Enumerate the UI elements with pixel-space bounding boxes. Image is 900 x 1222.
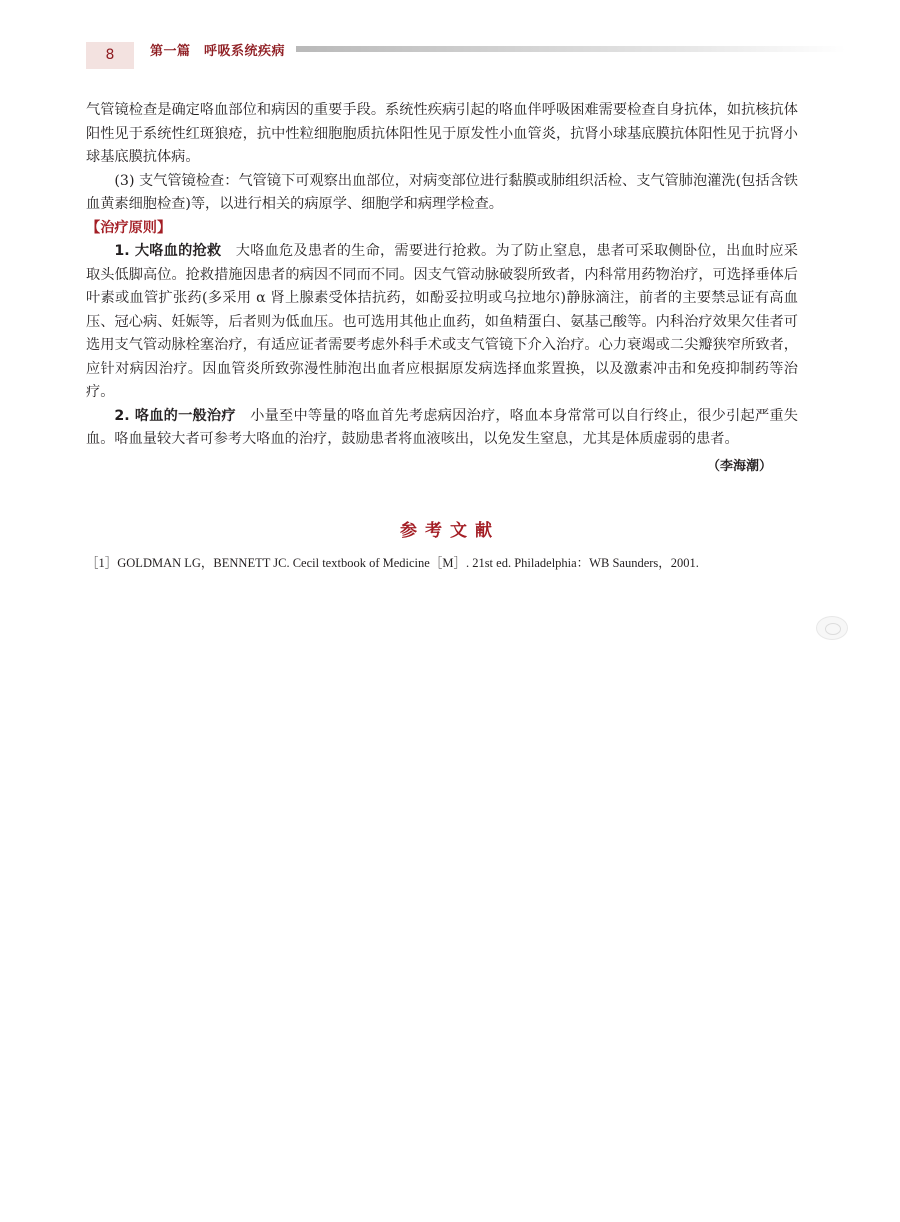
run-in-title-massive-hemoptysis: 1. 大咯血的抢救	[114, 243, 222, 259]
header-rule	[296, 46, 846, 52]
seal-mark-icon	[816, 616, 848, 640]
reference-item: ［1］GOLDMAN LG，BENNETT JC. Cecil textbook of Medicine［M］. 21st ed. Philadelphia：WB Saunders，2001.	[86, 556, 699, 570]
page-header	[86, 40, 846, 70]
paragraph-massive-hemoptysis	[86, 240, 798, 405]
paragraph-continued: 气管镜检查是确定咯血部位和病因的重要手段。系统性疾病引起的咯血伴呼吸困难需要检查自身抗体，如抗核抗体阳性见于系统性红斑狼疮，抗中性粒细胞胞质抗体阳性见于原发性小血管炎，抗肾小球基底膜抗体阳性见于抗肾小球基底膜抗体病。	[86, 102, 798, 165]
running-title: 第一篇 呼吸系统疾病	[150, 44, 286, 59]
text-general-treatment: 小量至中等量的咯血首先考虑病因治疗，咯血本身常常可以自行终止，很少引起严重失血。咯血量较大者可参考大咯血的治疗，鼓励患者将血液咳出，以免发生窒息，尤其是体质虚弱的患者。	[86, 407, 798, 447]
text-massive-hemoptysis: 大咯血危及患者的生命，需要进行抢救。为了防止窒息，患者可采取侧卧位，出血时应采取头低脚高位。抢救措施因患者的病因不同而不同。因支气管动脉破裂所致者，内科常用药物治疗，可选择垂体后叶素或血管扩张药(多采用 α 肾上腺素受体拮抗药，如酚妥拉明或乌拉地尔)静脉滴注，前者的主要禁忌证有高血压、冠心病、妊娠等，后者则为低血压。也可选用其他止血药，如鱼精蛋白、氨基己酸等。内科治疗效果欠佳者可选用支气管动脉栓塞治疗，有适应证者需要考虑外科手术或支气管镜下介入治疗。心力衰竭或二尖瓣狭窄所致者，应针对病因治疗。因血管炎所致弥漫性肺泡出血者应根据原发病选择血浆置换，以及激素冲击和免疫抑制药等治疗。	[86, 243, 798, 400]
references-title: 参考文献	[400, 521, 500, 541]
paragraph-bronchoscopy: (3) 支气管镜检查：气管镜下可观察出血部位，对病变部位进行黏膜或肺组织活检、支气管肺泡灌洗(包括含铁血黄素细胞检查)等，以进行相关的病原学、细胞学和病理学检查。	[86, 172, 798, 212]
section-heading-treatment: 【治疗原则】	[86, 219, 172, 236]
main-text	[86, 99, 798, 478]
paragraph-general-treatment	[86, 405, 798, 452]
page-number: 8	[86, 42, 134, 69]
run-in-title-general-treatment: 2. 咯血的一般治疗	[114, 407, 236, 424]
author-credit: （李海潮）	[706, 458, 772, 474]
